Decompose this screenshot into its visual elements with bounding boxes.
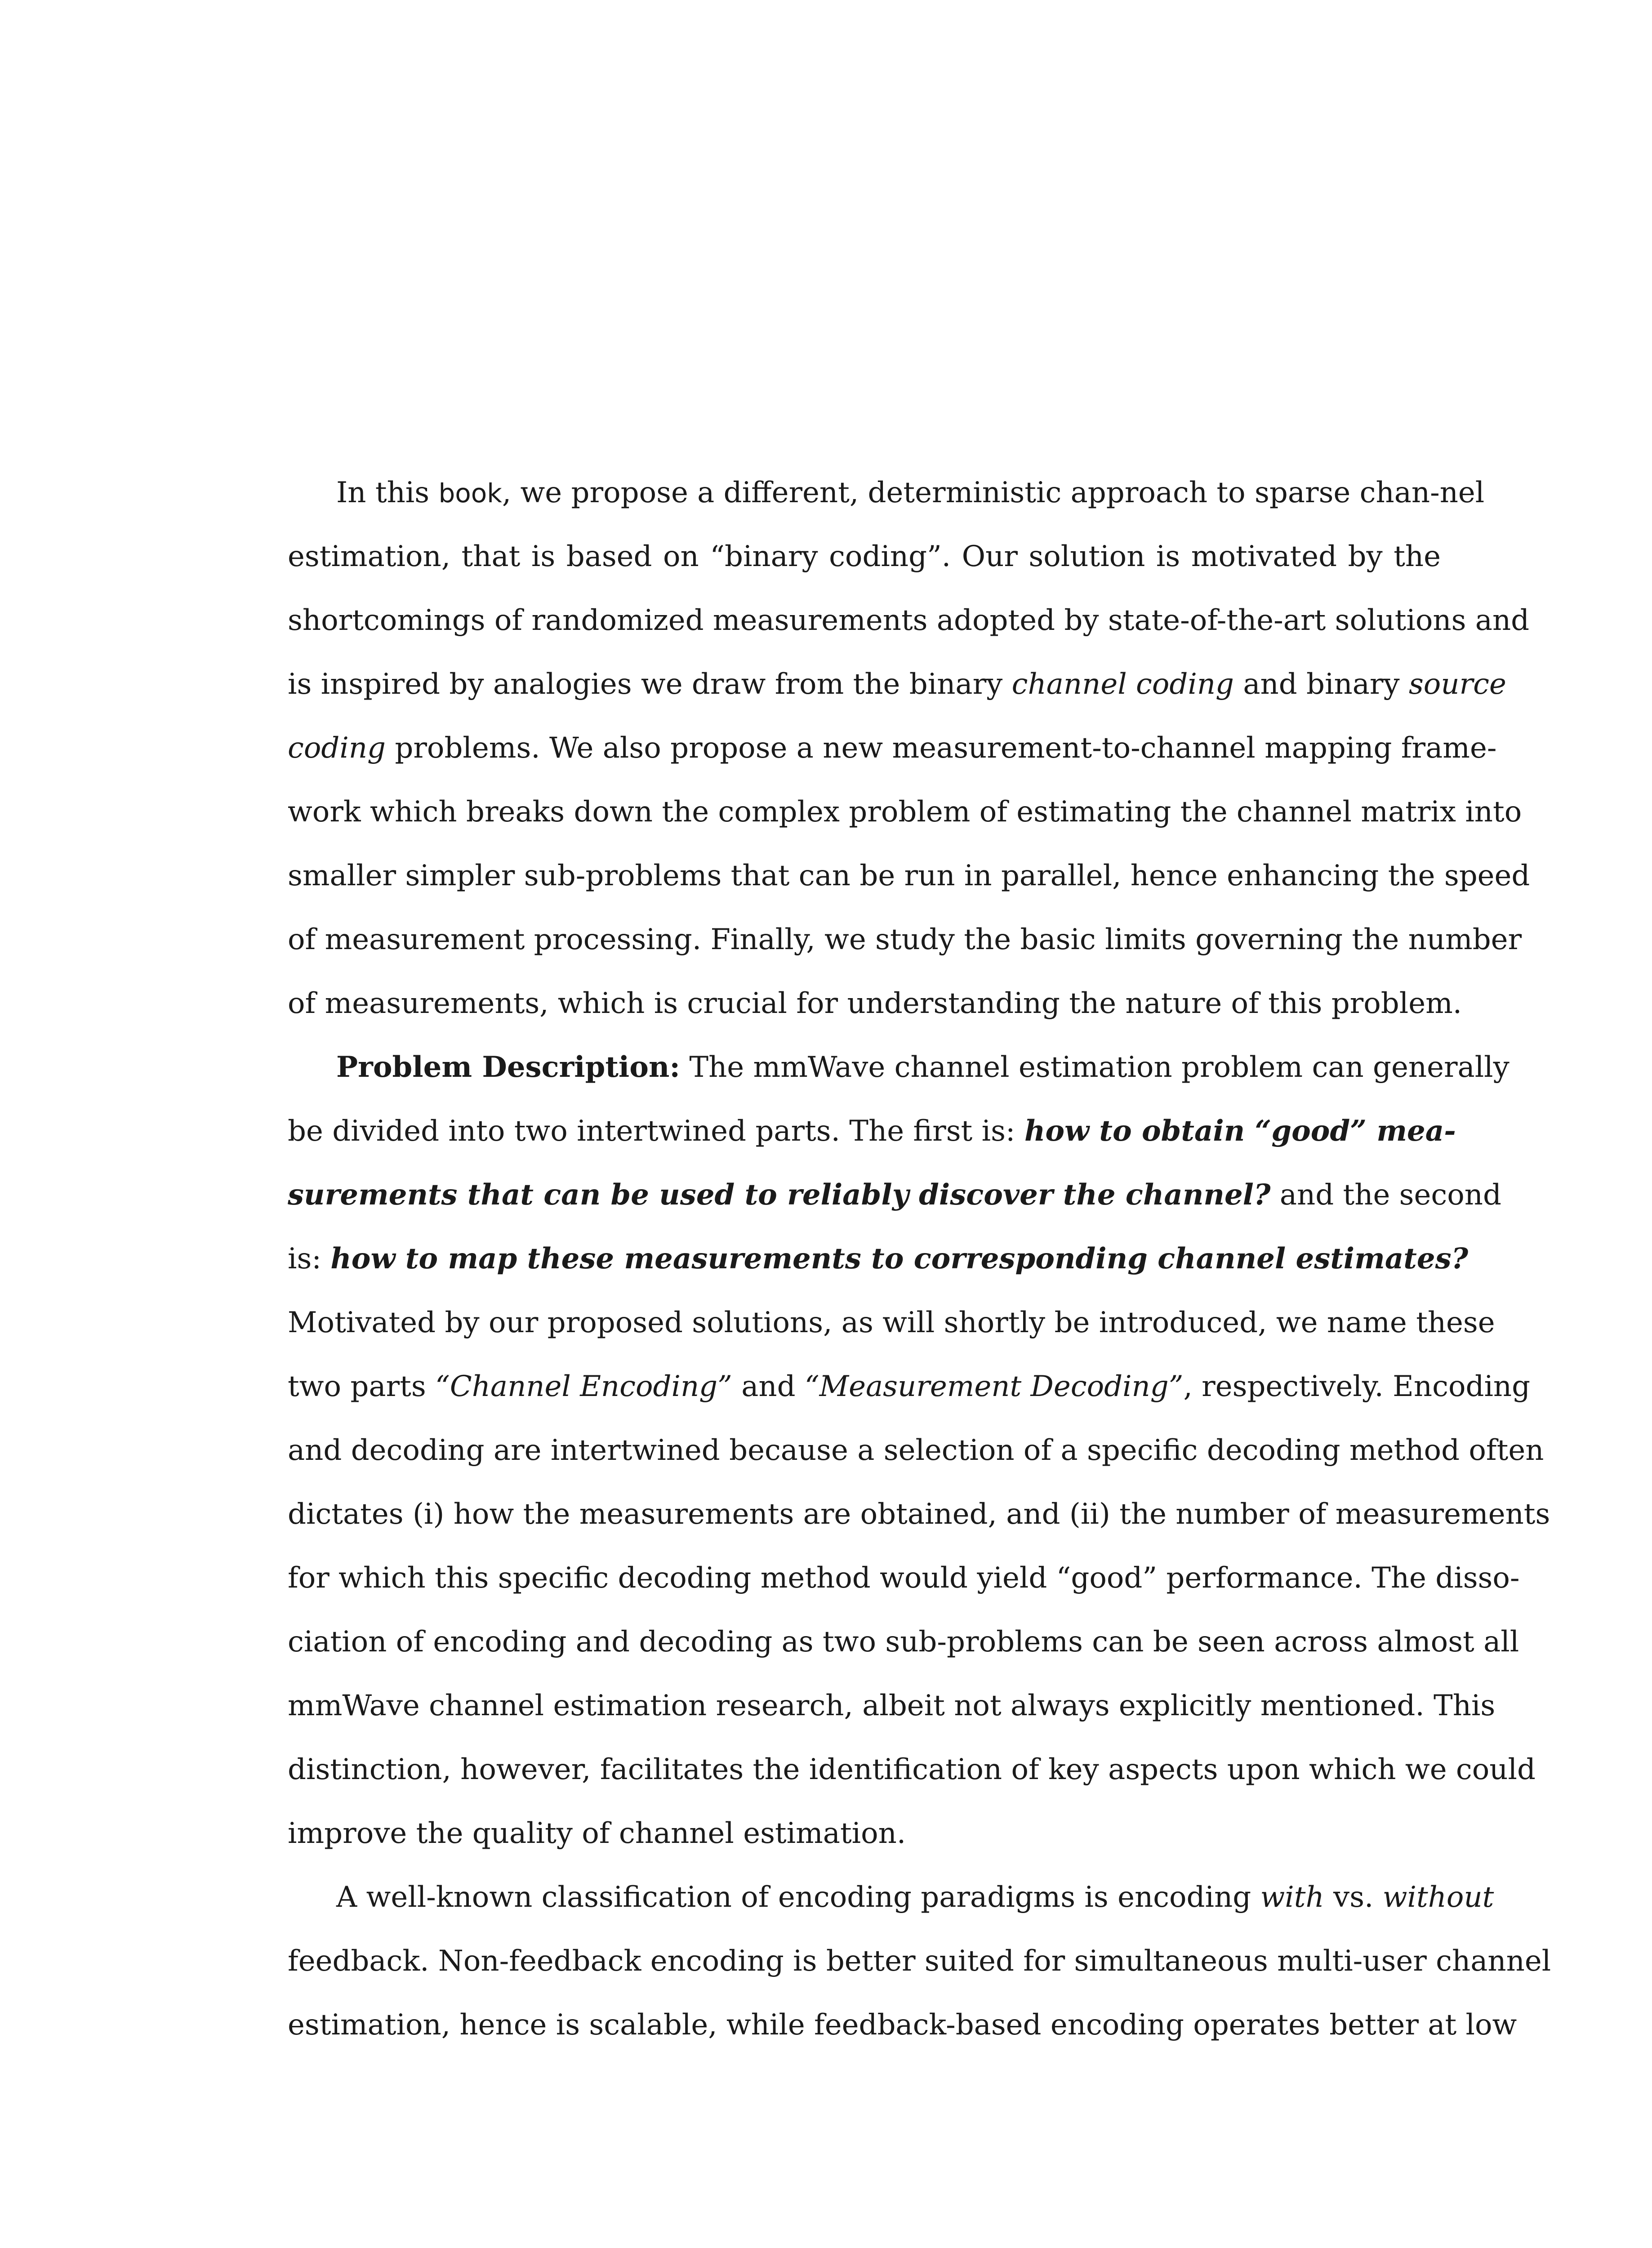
text-line: [288, 1035, 1510, 1099]
text-line: [288, 1610, 1519, 1674]
text-line: [288, 1355, 1531, 1418]
text-line: [288, 1993, 1517, 2057]
text-segment: improve the quality of channel estimation.: [288, 1817, 906, 1850]
text-segment: ciation of encoding and decoding as two sub-problems can be seen across almost all: [288, 1625, 1519, 1659]
text-segment: estimation, hence is scalable, while feedback-based encoding operates better at low: [288, 2008, 1517, 2042]
text-segment: and decoding are intertwined because a selection of a specific decoding method often: [288, 1434, 1544, 1467]
text-line: [288, 1674, 1496, 1738]
text-line: [288, 1865, 1494, 1929]
text-line: [288, 1929, 1551, 1993]
text-segment: with: [1260, 1881, 1324, 1914]
text-line: [288, 1546, 1520, 1610]
text-segment: how to obtain “good” mea-: [1024, 1114, 1456, 1148]
text-segment: and binary: [1234, 668, 1409, 701]
text-line: [288, 844, 1530, 908]
text-segment: A well-known classification of encoding paradigms is encoding: [336, 1881, 1260, 1914]
text-segment: estimation, that is based on “binary coding”. Our solution is motivated by the: [288, 540, 1441, 573]
paragraph: [288, 1865, 1551, 2057]
text-segment: two parts: [288, 1370, 435, 1403]
text-line: [288, 908, 1522, 972]
text-segment: surements that can be used to reliably discover the channel?: [288, 1178, 1271, 1212]
text-segment: mmWave channel estimation research, albeit not always explicitly mentioned. This: [288, 1689, 1496, 1722]
text-segment: shortcomings of randomized measurements adopted by state-of-the-art solutions and: [288, 604, 1530, 637]
text-segment: Problem Description:: [336, 1050, 681, 1084]
text-segment: distinction, however, facilitates the identification of key aspects upon which we could: [288, 1753, 1536, 1786]
text-line: [288, 1099, 1456, 1163]
text-line: [288, 1802, 1441, 1865]
paragraph: [288, 461, 1530, 1035]
text-line: [288, 652, 1506, 716]
text-line: [288, 525, 1441, 589]
text-segment: book: [438, 478, 502, 508]
text-line: [288, 461, 1485, 525]
text-segment: how to map these measurements to corresponding channel estimates?: [330, 1242, 1469, 1276]
text-segment: “Measurement Decoding”: [804, 1370, 1184, 1403]
text-segment: is inspired by analogies we draw from the binary: [288, 668, 1012, 701]
text-line: [288, 972, 1462, 1035]
text-segment: dictates (i) how the measurements are obtained, and (ii) the number of measurements: [288, 1498, 1550, 1531]
text-segment: channel coding: [1011, 668, 1234, 701]
text-line: [288, 1291, 1495, 1355]
text-segment: smaller simpler sub-problems that can be run in parallel, hence enhancing the speed: [288, 859, 1530, 892]
text-line: [288, 1738, 1536, 1802]
text-line: [288, 1227, 1469, 1291]
text-segment: source: [1408, 668, 1506, 701]
text-segment: of measurements, which is crucial for understanding the nature of this problem.: [288, 987, 1462, 1020]
text-segment: Motivated by our proposed solutions, as will shortly be introduced, we name these: [288, 1306, 1495, 1339]
text-segment: vs.: [1324, 1881, 1383, 1914]
text-segment: , we propose a different, deterministic approach to sparse chan-nel: [502, 476, 1485, 509]
text-segment: feedback. Non-feedback encoding is better suited for simultaneous multi-user channel: [288, 1945, 1551, 1978]
page-body: [288, 461, 1551, 2057]
text-line: [288, 1163, 1501, 1227]
text-segment: “Channel Encoding”: [435, 1370, 732, 1403]
text-segment: coding: [288, 731, 386, 765]
text-segment: and: [732, 1370, 805, 1403]
text-segment: is:: [288, 1242, 331, 1276]
text-segment: without: [1382, 1881, 1494, 1914]
text-line: [288, 589, 1530, 652]
text-segment: of measurement processing. Finally, we study the basic limits governing the number: [288, 923, 1522, 956]
paragraph: [288, 1035, 1550, 1865]
text-segment: In this: [336, 476, 439, 509]
text-segment: and the second: [1270, 1178, 1501, 1212]
text-line: [288, 1482, 1550, 1546]
text-segment: work which breaks down the complex problem of estimating the channel matrix into: [288, 795, 1522, 829]
text-line: [288, 716, 1497, 780]
text-segment: The mmWave channel estimation problem can generally: [680, 1051, 1510, 1084]
text-segment: for which this specific decoding method would yield “good” performance. The disso-: [288, 1561, 1520, 1595]
text-segment: problems. We also propose a new measurement-to-channel mapping frame-: [386, 731, 1497, 765]
text-line: [288, 1418, 1544, 1482]
text-line: [288, 780, 1522, 844]
text-segment: , respectively. Encoding: [1183, 1370, 1531, 1403]
text-segment: be divided into two intertwined parts. The first is:: [288, 1115, 1024, 1148]
